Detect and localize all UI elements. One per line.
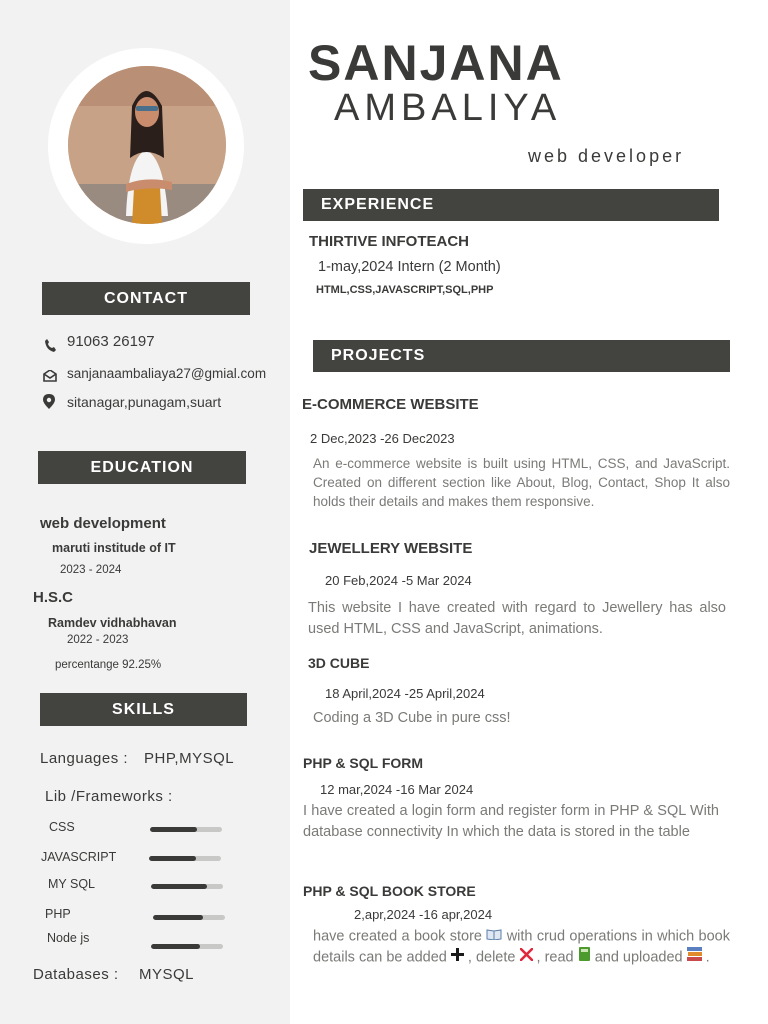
location-pin-icon — [43, 394, 55, 414]
education-years: 2023 - 2024 — [60, 564, 122, 576]
experience-heading — [303, 189, 719, 221]
education-school: maruti institude of IT — [52, 541, 176, 555]
books-stack-icon — [687, 947, 702, 968]
green-book-icon — [578, 947, 591, 968]
project-title: 3D CUBE — [308, 655, 370, 671]
skill-bar — [150, 827, 222, 832]
skill-bar-fill — [151, 944, 200, 949]
contact-phone: 91063 26197 — [67, 333, 155, 350]
project-date: 2 Dec,2023 -26 Dec2023 — [310, 431, 455, 446]
projects-heading-label: PROJECTS — [331, 347, 426, 364]
project-description: Coding a 3D Cube in pure css! — [313, 710, 511, 726]
project-description-part: and uploaded — [594, 949, 683, 966]
education-heading — [38, 451, 246, 484]
project-description: An e-commerce website is built using HTML, CSS, and JavaScript. Created on different section like About, Blog, Contact, Shop It also holds their details and makes them responsive. — [313, 456, 730, 509]
education-percentage: percentange 92.25% — [55, 659, 162, 671]
name-last: AMBALIYA — [334, 87, 562, 129]
frameworks-label: Lib /Frameworks : — [45, 788, 173, 805]
project-description: This website I have created with regard to Jewellery has also used HTML, CSS and JavaScript, animations. — [308, 600, 726, 637]
projects-heading — [313, 340, 730, 372]
skill-bar-fill — [151, 884, 207, 889]
skill-bar — [151, 884, 223, 889]
project-title: E-COMMERCE WEBSITE — [302, 396, 479, 413]
project-title: JEWELLERY WEBSITE — [309, 540, 473, 557]
contact-address: sitanagar,punagam,suart — [67, 394, 222, 410]
project-title: PHP & SQL FORM — [303, 755, 424, 771]
project-description-part: with crud operations in which book details can be added — [313, 928, 730, 966]
skill-name: MY SQL — [48, 877, 96, 891]
skill-name: Node js — [47, 931, 90, 945]
skill-name: PHP — [45, 907, 71, 921]
project-date: 18 April,2024 -25 April,2024 — [325, 686, 485, 701]
contact-email: sanjanaambaliaya27@gmial.com — [67, 366, 267, 381]
skill-bar-fill — [150, 827, 197, 832]
project-date: 2,apr,2024 -16 apr,2024 — [354, 907, 493, 922]
skill-bar-fill — [153, 915, 203, 920]
experience-company: THIRTIVE INFOTEACH — [309, 233, 469, 250]
education-school: Ramdev vidhabhavan — [48, 616, 177, 630]
education-title: H.S.C — [33, 589, 74, 606]
open-book-icon — [486, 926, 502, 947]
education-heading-label: EDUCATION — [90, 458, 194, 476]
project-description: I have created a login form and register form in PHP & SQL With database connectivity In which the data is stored in the table — [303, 803, 719, 840]
experience-period: 1-may,2024 Intern (2 Month) — [318, 259, 501, 275]
databases-value: MYSQL — [139, 966, 195, 983]
contact-heading-label: CONTACT — [103, 289, 189, 307]
project-date: 20 Feb,2024 -5 Mar 2024 — [325, 573, 472, 588]
skill-name: CSS — [49, 820, 75, 834]
cross-mark-icon — [520, 947, 533, 968]
name-first: SANJANA — [308, 35, 564, 91]
skills-heading-label: SKILLS — [112, 700, 175, 718]
skill-bar-fill — [149, 856, 196, 861]
experience-tech: HTML,CSS,JAVASCRIPT,SQL,PHP — [316, 284, 494, 296]
skills-heading — [40, 693, 247, 726]
project-description-part: . — [705, 949, 710, 966]
project-description — [313, 926, 730, 969]
skill-bar — [149, 856, 221, 861]
plus-icon — [451, 947, 464, 968]
phone-icon — [44, 338, 56, 357]
project-description-part: have created a book store — [313, 928, 482, 945]
project-description-part: , delete — [467, 949, 516, 966]
languages-value: PHP,MYSQL — [144, 750, 235, 767]
project-description-part: , read — [536, 949, 574, 966]
languages-label: Languages : — [40, 750, 129, 767]
project-date: 12 mar,2024 -16 Mar 2024 — [320, 782, 474, 797]
contact-heading — [42, 282, 250, 315]
skill-bar — [151, 944, 223, 949]
education-years: 2022 - 2023 — [67, 634, 129, 646]
skill-bar — [153, 915, 225, 920]
experience-heading-label: EXPERIENCE — [321, 196, 435, 213]
job-title: web developer — [528, 146, 685, 166]
project-title: PHP & SQL BOOK STORE — [303, 883, 476, 899]
education-title: web development — [40, 515, 166, 532]
email-icon — [43, 369, 57, 387]
profile-photo — [68, 66, 226, 224]
skill-name: JAVASCRIPT — [41, 850, 117, 864]
databases-label: Databases : — [33, 966, 119, 983]
